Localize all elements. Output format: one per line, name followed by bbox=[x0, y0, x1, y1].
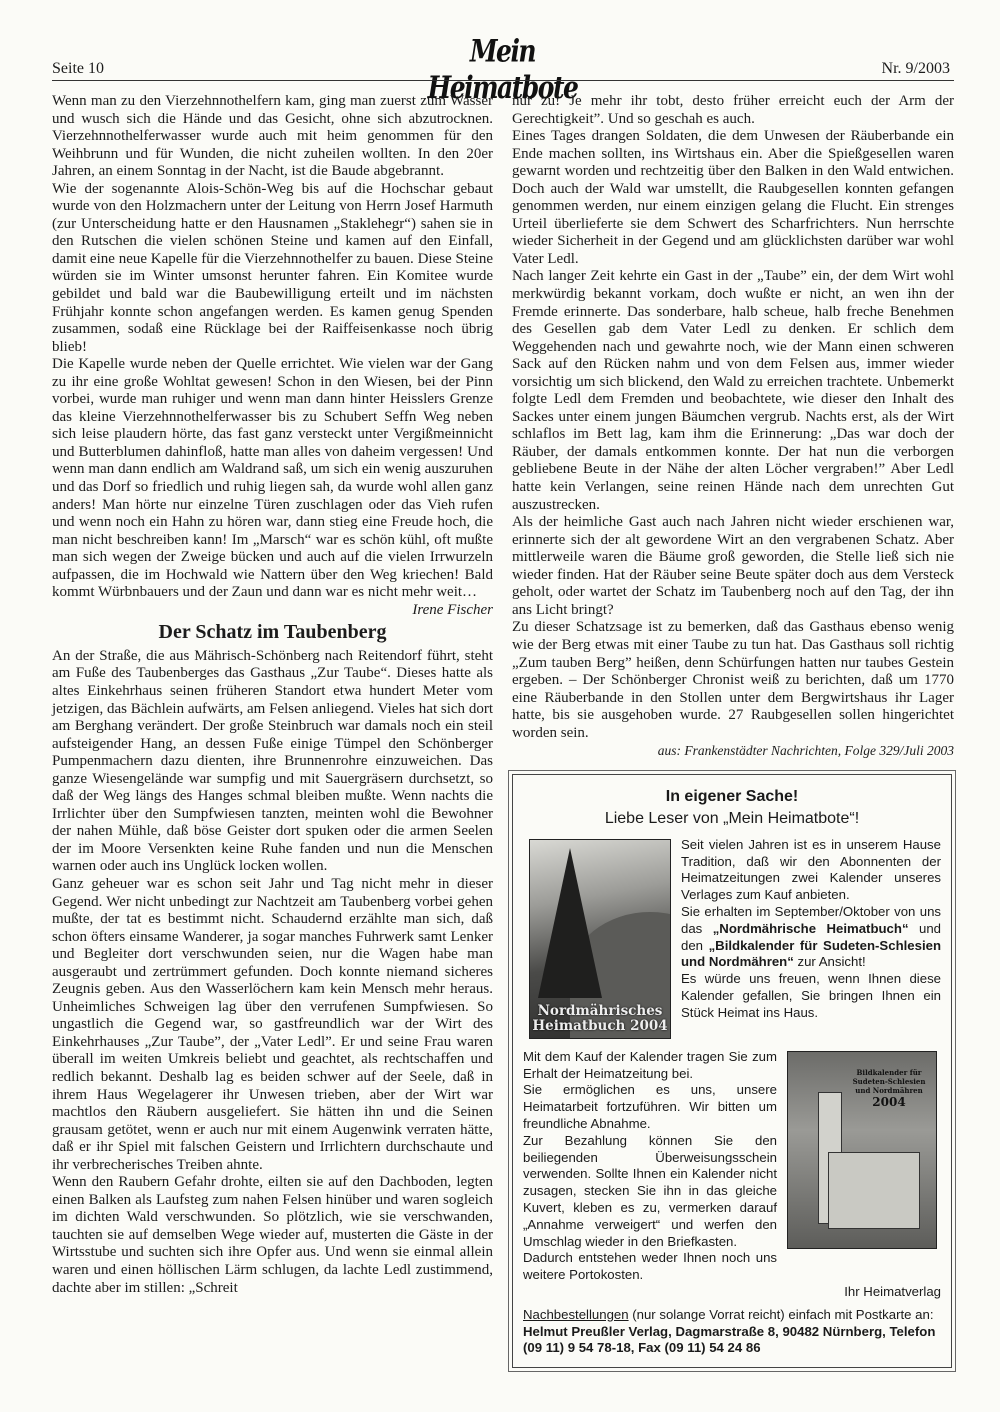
paragraph-text: Die Kapelle wurde neben der Quelle errichtet. Wie vielen war der Gang zu ihr eine große Wohltat gewesen! Schon in den Wiesen, bei der Pinn vorbei, wurde man ruhiger und wenn man dann hinter Heisslers Grenze das kleine Vierzehnnothelferwasser bis zu Schubert Seffn Weg neben sich leise plaudern hörte, das fast ganz versteckt unter Vergißmeinnicht und Butterblumen dahinfloß, hatte man alles von daheim vergessen! Und wenn man dann endlich am Waldrand saß, um sich ein wenig auszuruhen und das Dorf so friedlich und ruhig liegen sah, da wurde wohl allen ganz anders! Man hörte nur einzelne Türen zuschlagen oder das Vieh rufen und wenn noch ein Hahn zu hören war, dann stieg eine Freude hoch, die man nicht beschreiben kann! Im „Marsch“ war es schön kühl, oft mußte man sich wegen der Zweige bücken und auch auf die vielen Irrwurzeln aufpassen, die im Hochwald wie Nattern über den Weg kriechen! Bald kommt Würbnbauers und der Zaun und dann war es nicht mehr weit… bbox=[52, 356, 493, 601]
notice-section-1 bbox=[523, 837, 941, 1043]
article-title: Der Schatz im Taubenberg bbox=[158, 620, 387, 643]
author-signature: Irene Fischer bbox=[412, 601, 493, 618]
paragraph: Ganz geheuer war es schon seit Jahr und Tag nicht mehr in dieser Gegend. Wer nicht unbedingt zur Nachtzeit am Taubenberg vorbei gehen mußte, der tat es bestimmt nicht. Schaudernd erzählte man sich, daß schon öfters einsame Wanderer, ja sogar manches Fuhrwerk samt Lenker und Begleiter dort verschwunden seien, nur die Wagen habe man ausgeraubt und zertrümmert gefunden. Doch konnte niemand sicheres Zeugnis geben. Aus den Wasserlöchern kam kein Mensch mehr heraus. Unheimliches Schweigen lag über den verrufenen Sumpfwiesen. So ungastlich die Gegend war, so gastfreundlich war der Wirt des Einkehrhauses „Zur Taube”, der „Vater Ledl”. Er und seine Frau waren überall im weiten Umkreis beliebt und geachtet, als rechtschaffen und redlich bekannt. Deshalb lag es beiden schwer auf der Seele, daß in ihrem Haus Wegelagerer ihr Unwesen trieben, aber der Wirt war machtlos den Räubern ausgeliefert. Sie hätten ihn und die Seinen grausam getötet, wenn er auch nur mit einem Augenwink verraten hätte, daß er ihr Spiel mit falschen Geistern und Irrlichtern durchschaute und ihr verbrecherisches Treiben ahnte. bbox=[52, 875, 493, 1173]
text: zur Ansicht! bbox=[793, 954, 866, 970]
cover-year: 2004 bbox=[872, 1094, 906, 1109]
paragraph: Es würde uns freuen, wenn Ihnen diese Kalender gefallen, Sie bringen Ihnen ein Stück Heimat ins Haus. bbox=[681, 971, 941, 1020]
page-number: Seite 10 bbox=[52, 60, 104, 77]
cover-title-text: Bildkalender für Sudeten-Schlesien und Nordmähren bbox=[852, 1067, 926, 1095]
cover-title: Nordmährisches Heimatbuch 2004 bbox=[532, 1002, 668, 1034]
cover-title bbox=[846, 1068, 932, 1110]
bildkalender-cover-image bbox=[787, 1051, 937, 1249]
closing-signature: Ihr Heimatverlag bbox=[844, 1283, 941, 1299]
text: (nur solange Vorrat reicht) einfach mit Postkarte an: bbox=[628, 1306, 934, 1322]
masthead-logo: Mein Heimatbote bbox=[427, 32, 578, 106]
notice-subtitle: Liebe Leser von „Mein Heimatbote“! bbox=[604, 809, 860, 827]
paragraph: Zur Bezahlung können Sie den beiliegenden Überweisungsschein verwenden. Sollte Ihnen ein Kalender nicht zusagen, stecken Sie ihn in das gleiche Kuvert, kleben es zu, vermerken darauf „Annahme verweigert“ und werfen den Umschlag wieder in den Briefkasten. bbox=[523, 1132, 777, 1249]
header-rule bbox=[52, 80, 954, 81]
order-info bbox=[523, 1307, 941, 1357]
paragraph: Wenn den Raubern Gefahr drohte, eilten sie auf den Dachboden, legten einen Balken als Laufsteg zum nahen Felsen hinüber und waren sogleich im dichten Wald verschwunden. So plötzlich, wie sie verschwanden, tauchten sie auf demselben Wege wieder auf, musterten die Gäste in der Wirtsstube und suchten sich ihre Opfer aus. Und wenn sie einmal allein waren und einen höllischen Lärm schlugen, da lachte Ledl zustimmend, dachte aber im stillen: „Schreit bbox=[52, 1174, 493, 1296]
article-source: aus: Frankenstädter Nachrichten, Folge 329/Juli 2003 bbox=[657, 743, 954, 759]
issue-number: Nr. 9/2003 bbox=[881, 60, 950, 77]
paragraph: Wie der sogenannte Alois-Schön-Weg bis auf die Hochschar gebaut wurde von den Holzmachern unter der Leitung von Herrn Josef Harmuth (zur Unterscheidung hatte er den Hausnamen „Staklehegr“) sahen sie in den Rutschen die vielen schönen Steine und kamen auf den Einfall, damit eine neue Kapelle für die Vierzehnnothelfer zu bauen. Diese Steine würden sie im Winter umsonst herunter fahren. Ein Komitee wurde gebildet und bald war die Baubewilligung erteilt und im nächsten Frühjahr konnte schon angefangen werden. Es kamen genug Spenden zusammen, sodaß eine Rücklage bei der Raiffeisenkasse noch übrig blieb! bbox=[52, 180, 493, 355]
paragraph: Nach langer Zeit kehrte ein Gast in der „Taube” ein, der dem Wirt wohl merkwürdig bekannt vorkam, doch wußte er nicht, an wen ihn der Fremde erinnerte. Das sonderbare, halb scheue, halb freche Benehmen des Gesellen gab dem Vater Ledl zu denken. Er schlich dem Weggehenden nach und gewahrte noch, wie der Mann einen schweren Sack auf den Rücken nahm und von dem Felsen aus, immer wieder vorsichtig um sich blickend, den Wald zu erreichen trachtete. Unbemerkt folgte Ledl dem Fremden und beobachtete, wie dieser den Inhalt des Sackes unter einem jungen Bäumchen vergrub. Nachts erst, als der Wirt schlaflos im Bett lag, kam ihm die Erinnerung: „Das war doch der Räuber, der damals entkommen konnte. Der hat nun die verborgen gebliebene Beute in der Nähe der alten Löcher vergraben!” Aber Ledl hatte kein Verlangen, seine reinen Hände nach dem unrechten Gut auszustrecken. bbox=[512, 268, 954, 513]
paragraph: Seit vielen Jahren ist es in unserem Hause Tradition, daß wir den Abonnenten der Heimatzeitungen zwei Kalender unseres Verlages zum Kauf anbieten. bbox=[681, 836, 941, 903]
right-column bbox=[512, 93, 954, 1368]
reorder-label: Nachbestellungen bbox=[523, 1306, 629, 1322]
paragraph bbox=[52, 356, 493, 618]
book-title: „Nordmährische Heimatbuch“ bbox=[712, 920, 909, 936]
notice-title: In eigener Sache! bbox=[665, 787, 799, 805]
text: Sie erhalten im September/Oktober von uns das bbox=[681, 903, 941, 936]
heimatbuch-cover-image bbox=[529, 839, 671, 1039]
fir-tree-illustration bbox=[538, 848, 602, 998]
notice-section-2 bbox=[523, 1049, 941, 1301]
paragraph: Dadurch entstehen weder Ihnen noch uns weitere Portokosten. bbox=[523, 1250, 777, 1283]
publisher-address: Helmut Preußler Verlag, Dagmarstraße 8, 90482 Nürnberg, Telefon (09 11) 9 54 78-18, Fax (09 11) 54 24 86 bbox=[523, 1323, 936, 1356]
paragraph: Eines Tages drangen Soldaten, die dem Unwesen der Räuberbande ein Ende machen sollten, ins Wirtshaus ein. Aber die Spießgesellen waren gewarnt worden und rechtzeitig über den Balken in den Wald entwichen. Doch auch der Wald war umstellt, die Raubgesellen konnten gefangen genommen werden, nur einem einzigen gelang die Flucht. Ein strenges Urteil überlieferte sie dem Schwert des Scharfrichters. Nun herrschte wieder Sicherheit in der Gegend und am glücklichsten darüber war wohl Vater Ledl. bbox=[512, 128, 954, 267]
paragraph: Sie ermöglichen es uns, unsere Heimatarbeit fortzuführen. Wir bitten um freundliche Abnahme. bbox=[523, 1082, 777, 1131]
paragraph: nur zu! Je mehr ihr tobt, desto früher erreicht euch der Arm der Gerechtigkeit”. Und so geschah es auch. bbox=[512, 93, 954, 127]
paragraph: Zu dieser Schatzsage ist zu bemerken, daß das Gasthaus ebenso wenig wie der Berg etwas mit einer Taube zu tun hat. Das Gasthaus soll richtig „Zum tauben Berg” heißen, denn Schürfungen hatten nur taubes Gestein ergeben. – Der Schönberger Chronist weiß zu berichten, daß um 1770 eine Räuberbande in den Stollen unter dem Bergwirtshaus ihr Lager hatte, bis sie ausgehoben wurde. 27 Raubgesellen sollen hingerichtet worden sein. bbox=[512, 619, 954, 741]
text: und den bbox=[681, 920, 941, 953]
house-illustration bbox=[828, 1152, 920, 1229]
calendar-title: „Bildkalender für Sudeten-Schlesien und Nordmähren“ bbox=[681, 937, 941, 970]
paragraph: An der Straße, die aus Mährisch-Schönberg nach Reitendorf führt, steht am Fuße des Taubenberges das Gasthaus „Zur Taube“. Dieses hatte als altes Einkehrhaus seinen früheren Standort etwa hundert Meter vom jetzigen, das Bächlein aufwärts, am Felsen anliegend. Vieles hat sich dort am Berghang verändert. Der große Steinbruch war damals noch ein steil aufsteigender Hang, an dessen Fuße einige Tümpel den Schönberger Pumpenmachern dazu dienten, ihre Brunnenrohre einzuweichen. Das ganze Wiesengelände war sumpfig und mit Sauergräsern durchsetzt, so daß der Weg längs des Hanges schmal bleiben mußte. Wenn nachts die Irrlichter über den Sumpfwiesen tanzten, meinten wohl die Bewohner der nahen Mühle, daß böse Geister dort spuken oder die armen Seelen der im Moore Versenkten keine Ruhe fanden und nun die Menschen warnen oder auch ins Unglück locken wollen. bbox=[52, 647, 493, 875]
paragraph: Als der heimliche Gast auch nach Jahren nicht wieder erschienen war, erinnerte sich der alt gewordene Wirt an den vergrabenen Schatz. Aber mittlerweile waren die Bäume groß geworden, die Stelle ließ sich nie wieder finden. Hat der Räuber seine Beute später doch aus dem Versteck geholt, oder wartet der Schatz im Taubenberg noch auf den Tag, der ihn ans Licht bringt? bbox=[512, 514, 954, 618]
paragraph: Mit dem Kauf der Kalender tragen Sie zum Erhalt der Heimatzeitung bei. bbox=[523, 1048, 777, 1081]
notice-box bbox=[512, 774, 952, 1368]
left-column bbox=[52, 93, 493, 1297]
paragraph: Wenn man zu den Vierzehnnothelfern kam, ging man zuerst zum Wasser und wusch sich die Hände und das Gesicht, ohne sich abzutrocknen. Vierzehnnothelferwasser wurde auch mit heim genommen für den Weihbrunn und für Wunden, die nicht zuheilen wollten. In den 20er Jahren, an einem Sonntag in der Nacht, ist die Baude abgebrannt. bbox=[52, 93, 493, 180]
